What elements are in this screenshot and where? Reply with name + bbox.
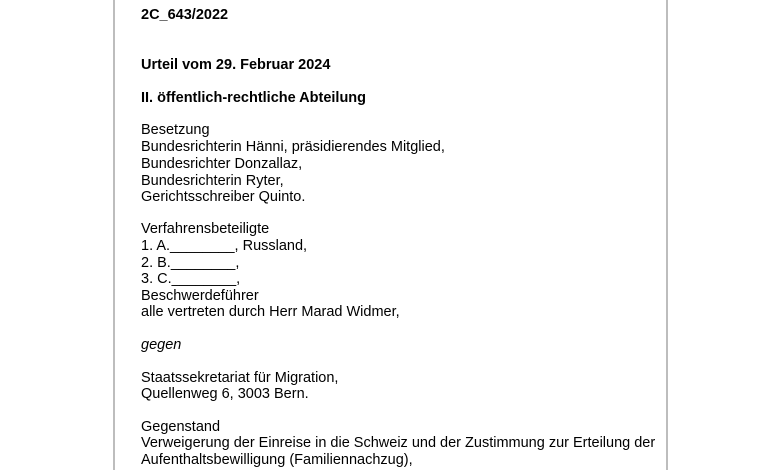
page-left-border xyxy=(113,0,115,470)
appellant: 2. B.________, xyxy=(141,255,240,271)
appellant: 1. A.________, Russland, xyxy=(141,238,308,254)
subject-line: Verweigerung der Einreise in die Schweiz und der Zustimmung zur Erteilung der xyxy=(141,435,656,451)
appellant: 3. C.________, xyxy=(141,271,241,287)
subject-heading: Gegenstand xyxy=(141,419,221,435)
appellant-role: Beschwerdeführer xyxy=(141,288,259,304)
composition-member: Bundesrichter Donzallaz, xyxy=(141,156,303,172)
parties-heading: Verfahrensbeteiligte xyxy=(141,221,270,237)
composition-member: Gerichtsschreiber Quinto. xyxy=(141,189,306,205)
versus-label: gegen xyxy=(141,337,182,353)
respondent-name: Staatssekretariat für Migration, xyxy=(141,370,339,386)
composition-member: Bundesrichterin Hänni, präsidierendes Mitglied, xyxy=(141,139,445,155)
judgment-date: Urteil vom 29. Februar 2024 xyxy=(141,57,331,73)
composition-member: Bundesrichterin Ryter, xyxy=(141,173,284,189)
page-right-border xyxy=(666,0,668,470)
subject-line: Aufenthaltsbewilligung (Familiennachzug), xyxy=(141,452,413,468)
judgment-document xyxy=(141,0,661,470)
respondent-address: Quellenweg 6, 3003 Bern. xyxy=(141,386,309,402)
composition-heading: Besetzung xyxy=(141,122,210,138)
legal-representation: alle vertreten durch Herr Marad Widmer, xyxy=(141,304,400,320)
case-number: 2C_643/2022 xyxy=(141,7,229,23)
court-division: II. öffentlich-rechtliche Abteilung xyxy=(141,90,367,106)
